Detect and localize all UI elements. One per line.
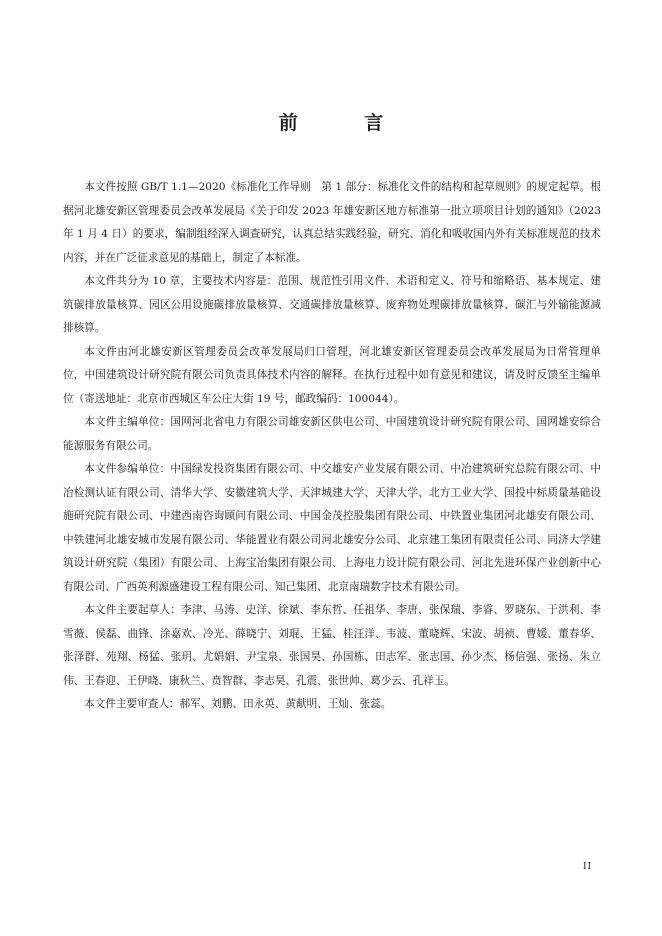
page-title: 前 言 bbox=[278, 112, 414, 134]
paragraph-reviewers: 本文件主要审查人：郝军、刘鹏、田永英、黄献明、王灿、张蕊。 bbox=[84, 698, 392, 710]
paragraph-drafters: 本文件主要起草人：李津、马涛、史洋、徐斌、李东哲、任祖华、李唐、张保瑞、李睿、罗晓东、于洪利、李雪薇、侯磊、曲锋、涂嘉欢、冷光、薛晓宁、刘琨、王猛、桂汪洋、韦波、董晓辉、宋波、胡祯、曹媛、董春华、张泽群、苑翔、杨猛、张玥、尤娟娟、尹宝泉、张国昊、孙国栋、田志军、张志国、孙少杰、杨信强、张扬、朱立伟、王春迎、王伊晓、康秋兰、贲智群、李志昊、孔震、张世帅、葛少云、孔祥玉。 bbox=[63, 604, 601, 687]
paragraph-chief-editors: 本文件主编单位：国网河北省电力有限公司雄安新区供电公司、中国建筑设计研究院有限公司、国网雄安综合能源服务有限公司。 bbox=[63, 416, 601, 452]
paragraph-participating-units: 本文件参编单位：中国绿发投资集团有限公司、中交雄安产业发展有限公司、中冶建筑研究总院有限公司、中冶检测认证有限公司、清华大学、安徽建筑大学、天津城建大学、天津大学、北方工业大学、国投中标质量基础设施研究院有限公司、中建西南咨询顾问有限公司、中国金茂控股集团有限公司、中铁置业集团河北雄安有限公司、中铁建河北雄安城市发展有限公司、华能置业有限公司河北雄安分公司、北京建工集团有限责任公司、同济大学建筑设计研究院（集团）有限公司、上海宝冶集团有限公司、上海电力设计院有限公司、河北先进环保产业创新中心有限公司、广西英利源盛建设工程有限公司、知己集团、北京南瑞数字技术有限公司。 bbox=[63, 463, 601, 593]
paragraph-drafting-basis: 本文件按照 GB/T 1.1—2020《标准化工作导则 第 1 部分：标准化文件的结构和起草规则》的规定起草。根据河北雄安新区管理委员会改革发展局《关于印发 2023 年雄安新区地方标准第一批立项项目计划的通知》（2023 年 1 月 4 日）的要求，编制组经深入调查研究，认真总结实践经验，研究、消化和吸收国内外有关标准规范的技术内容，并在广泛征求意见的基础上，制定了本标准。 bbox=[63, 181, 601, 264]
paragraph-technical-content: 本文件共分为 10 章，主要技术内容是：范围、规范性引用文件、术语和定义、符号和缩略语、基本规定、建筑碳排放量核算、园区公用设施碳排放量核算、交通碳排放量核算、废弃物处理碳排放量核算、碳汇与外输能源减排核算。 bbox=[63, 275, 601, 334]
page-number: II bbox=[583, 862, 593, 872]
foreword-body bbox=[63, 176, 601, 717]
paragraph-management: 本文件由河北雄安新区管理委员会改革发展局归口管理，河北雄安新区管理委员会改革发展局为日常管理单位，中国建筑设计研究院有限公司负责具体技术内容的解释。在执行过程中如有意见和建议，请及时反馈至主编单位（寄送地址：北京市西城区车公庄大街 19 号，邮政编码：100044）。 bbox=[63, 345, 601, 405]
